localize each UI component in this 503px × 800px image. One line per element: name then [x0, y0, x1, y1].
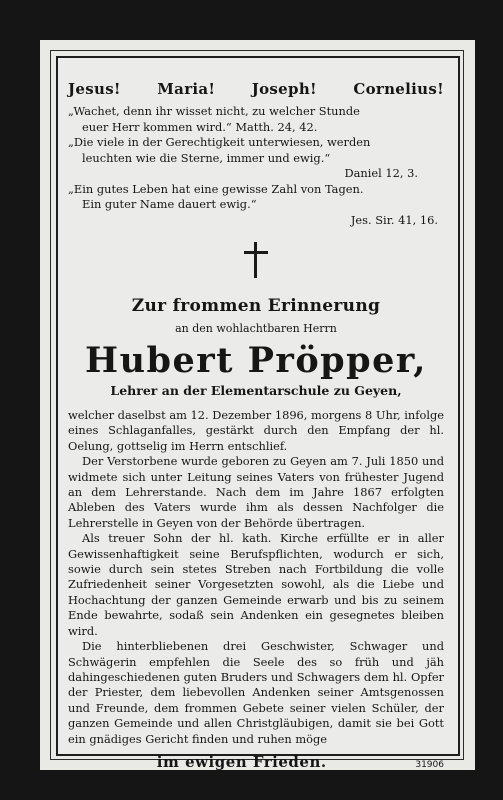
- invocation-joseph: Joseph!: [251, 80, 317, 98]
- verse-line: „Die viele in der Gerechtigkeit unterwiesen, werden: [68, 135, 371, 149]
- paragraph-prayer-request: Die hinterbliebenen drei Geschwister, Schwager und Schwägerin empfehlen die Seele des so früh und jäh dahingeschiedenen guten Bruders und Schwagers dem hl. Opfer der Priester, dem liebevollen Andenken seiner Amtsgenossen und Freunde, dem frommen Gebete seiner vielen Schüler, der ganzen Gemeinde und allen Christgläubigen, damit sie bei Gott ein gnädiges Gericht finden und ruhen möge: [68, 639, 444, 746]
- verse-daniel: [68, 135, 444, 182]
- closing-phrase: im ewigen Frieden.: [156, 752, 327, 771]
- paragraph-death: welcher daselbst am 12. Dezember 1896, morgens 8 Uhr, infolge eines Schlaganfalles, gestärkt durch den Empfang der hl. Oelung, gottselig im Herrn entschlief.: [68, 408, 444, 453]
- verse-matthew: [68, 104, 444, 135]
- card-content: [68, 80, 444, 771]
- verse-reference: Daniel 12, 3.: [344, 166, 418, 180]
- verse-line: „Wachet, denn ihr wisset nicht, zu welcher Stunde: [68, 104, 360, 118]
- paragraph-life: Der Verstorbene wurde geboren zu Geyen am 7. Juli 1850 und widmete sich unter Leitung seines Vaters von frühester Jugend an dem Lehrerstande. Nach dem im Jahre 1867 erfolgten Ableben des Vaters wurde ihm als dessen Nachfolger die Lehrerstelle in Geyen von der Behörde übertragen.: [68, 454, 444, 530]
- cross-icon: [242, 242, 270, 278]
- paragraph-character: Als treuer Sohn der hl. kath. Kirche erfüllte er in aller Gewissenhaftigkeit seine Berufspflichten, wodurch er sich, sowie durch sein stetes Streben nach Fortbildung die volle Zufriedenheit seiner Vorgesetzten sowohl, als die Liebe und Hochachtung der ganzen Gemeinde erwarb und bis zu seinem Ende bewahrte, sodaß sein Andenken ein gesegnetes bleiben wird.: [68, 531, 444, 638]
- verse-line: Ein guter Name dauert ewig.“: [82, 197, 257, 211]
- verse-line: euer Herr kommen wird.“ Matth. 24, 42.: [82, 119, 318, 134]
- closing-line: [68, 753, 444, 771]
- invocation-cornelius: Cornelius!: [353, 80, 444, 98]
- invocation-maria: Maria!: [157, 80, 216, 98]
- memorial-heading: Zur frommen Erinnerung: [131, 296, 381, 316]
- print-number: 31906: [415, 759, 444, 770]
- memorial-subheading: an den wohlachtbaren Herrn: [175, 322, 337, 335]
- deceased-name: Hubert Pröpper,: [85, 340, 427, 381]
- scripture-verses: [68, 104, 444, 228]
- invocation-jesus: Jesus!: [68, 80, 121, 98]
- deceased-role: Lehrer an der Elementarschule zu Geyen,: [110, 383, 402, 398]
- verse-sirach: [68, 182, 444, 229]
- verse-line: „Ein gutes Leben hat eine gewisse Zahl von Tagen.: [68, 181, 364, 196]
- verse-line: leuchten wie die Sterne, immer und ewig.“: [82, 150, 331, 165]
- verse-reference: Jes. Sir. 41, 16.: [350, 212, 438, 227]
- biography: [68, 408, 444, 747]
- invocations: [68, 80, 444, 98]
